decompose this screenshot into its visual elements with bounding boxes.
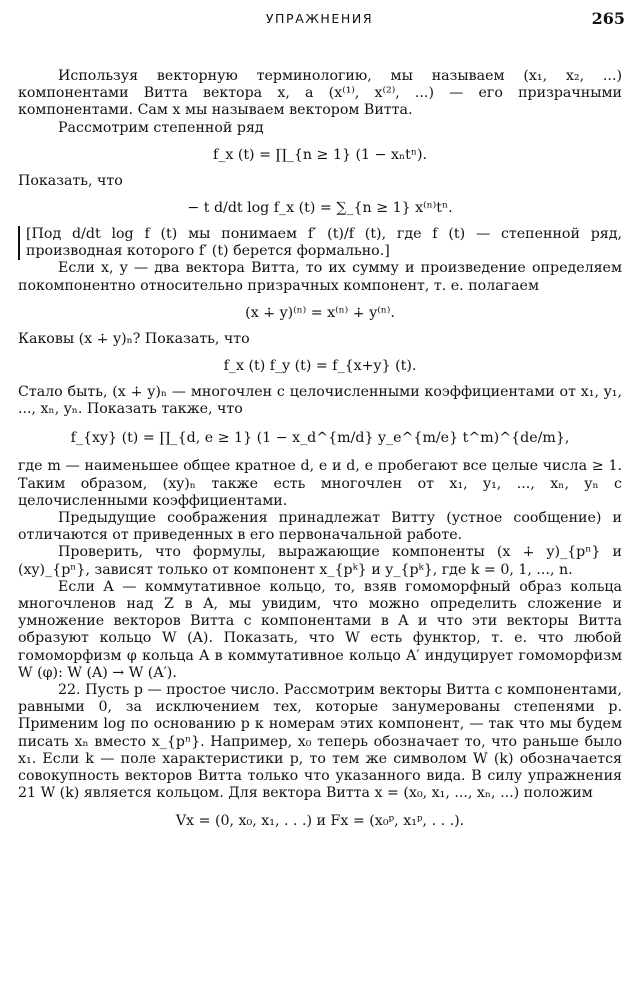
paragraph-lcm: где m — наименьшее общее кратное d, e и d, e пробегают все целые числа ≥ 1. Таким образом, (xy)ₙ также есть многочлен от x₁, y₁, ..., xₙ, yₙ с целочисленными коэффициентами. xyxy=(18,458,622,509)
paragraph-witt-attribution: Предыдущие соображения принадлежат Витту (устное сообщение) и отличаются от приведенных в его первоначальной работе. xyxy=(18,510,622,544)
paragraph-polynomial-sum: Стало быть, (x ∔ y)ₙ — многочлен с целочисленными коэффициентами от x₁, y₁, ..., xₙ, yₙ. Показать также, что xyxy=(18,384,622,418)
formula-ghost-sum: (x ∔ y)⁽ⁿ⁾ = x⁽ⁿ⁾ ∔ y⁽ⁿ⁾. xyxy=(245,304,395,321)
running-head: УПРАЖНЕНИЯ xyxy=(265,11,374,26)
paragraph-exercise-22: 22. Пусть p — простое число. Рассмотрим векторы Витта с компонентами, равными 0, за исключением тех, которые занумерованы степенями p. Применим log по основанию p к номерам этих компонент, — так что мы будем писать xₙ вместо x_{pⁿ}. Например, x₀ теперь обозначает то, что раньше было x₁. Если k — поле характеристики p, то тем же символом W (k) обозначается совокупность векторов Витта только что указанного вида. В силу упражнения 21 W (k) является кольцом. Для вектора Витта x = (x₀, x₁, ..., xₙ, ...) положим xyxy=(18,682,622,802)
paragraph-sum-product-definition: Если x, y — два вектора Витта, то их сумму и произведение определяем покомпонентно относительно призрачных компонент, т. е. полагаем xyxy=(18,260,622,294)
paragraph-power-series-intro: Рассмотрим степенной ряд xyxy=(58,119,264,136)
paragraph-show-that-1: Показать, что xyxy=(18,172,123,189)
page-header xyxy=(0,9,639,29)
formula-fx-fy: f_x (t) f_y (t) = f_{x+y} (t). xyxy=(223,358,417,375)
formula-log-derivative: − t d/dt log f_x (t) = ∑_{n ≥ 1} x⁽ⁿ⁾tⁿ. xyxy=(187,200,453,217)
formula-fx-product: f_x (t) = ∏_{n ≥ 1} (1 − xₙtⁿ). xyxy=(212,146,428,163)
paragraph-check-formulas: Проверить, что формулы, выражающие компоненты (x ∔ y)_{pⁿ} и (xy)_{pⁿ}, зависят только от компонент x_{pᵏ} и y_{pᵏ}, где k = 0, 1, ..., n. xyxy=(18,544,622,578)
paragraph-bracket-note: [Под d/dt log f (t) мы понимаем f′ (t)/f (t), где f (t) — степенной ряд, производная которого f′ (t) берется формально.] xyxy=(18,226,622,260)
formula-fxy-product: f_{xy} (t) = ∏_{d, e ≥ 1} (1 − x_d^{m/d} y_e^{m/e} t^m)^{de/m}, xyxy=(70,430,570,447)
paragraph-witt-components: Используя векторную терминологию, мы называем (x₁, x₂, ...) компонентами Витта вектора x, а (x⁽¹⁾, x⁽²⁾, ...) — его призрачными компонентами. Сам x мы называем вектором Витта. xyxy=(18,68,622,119)
page-number: 265 xyxy=(591,9,625,28)
paragraph-what-are-sums: Каковы (x ∔ y)ₙ? Показать, что xyxy=(18,330,250,347)
paragraph-commutative-ring: Если A — коммутативное кольцо, то, взяв гомоморфный образ кольца многочленов над Z в A, мы увидим, что можно определить сложение и умножение векторов Витта с компонентами в A и что эти векторы Витта образуют кольцо W (A). Показать, что W есть функтор, т. е. что любой гомоморфизм φ кольца A в коммутативное кольцо A′ индуцирует гомоморфизм W (φ): W (A) → W (A′). xyxy=(18,578,622,681)
formula-V-F-operators: Vx = (0, x₀, x₁, . . .) и Fx = (x₀ᵖ, x₁ᵖ, . . .). xyxy=(175,812,465,829)
page-body xyxy=(18,68,622,839)
